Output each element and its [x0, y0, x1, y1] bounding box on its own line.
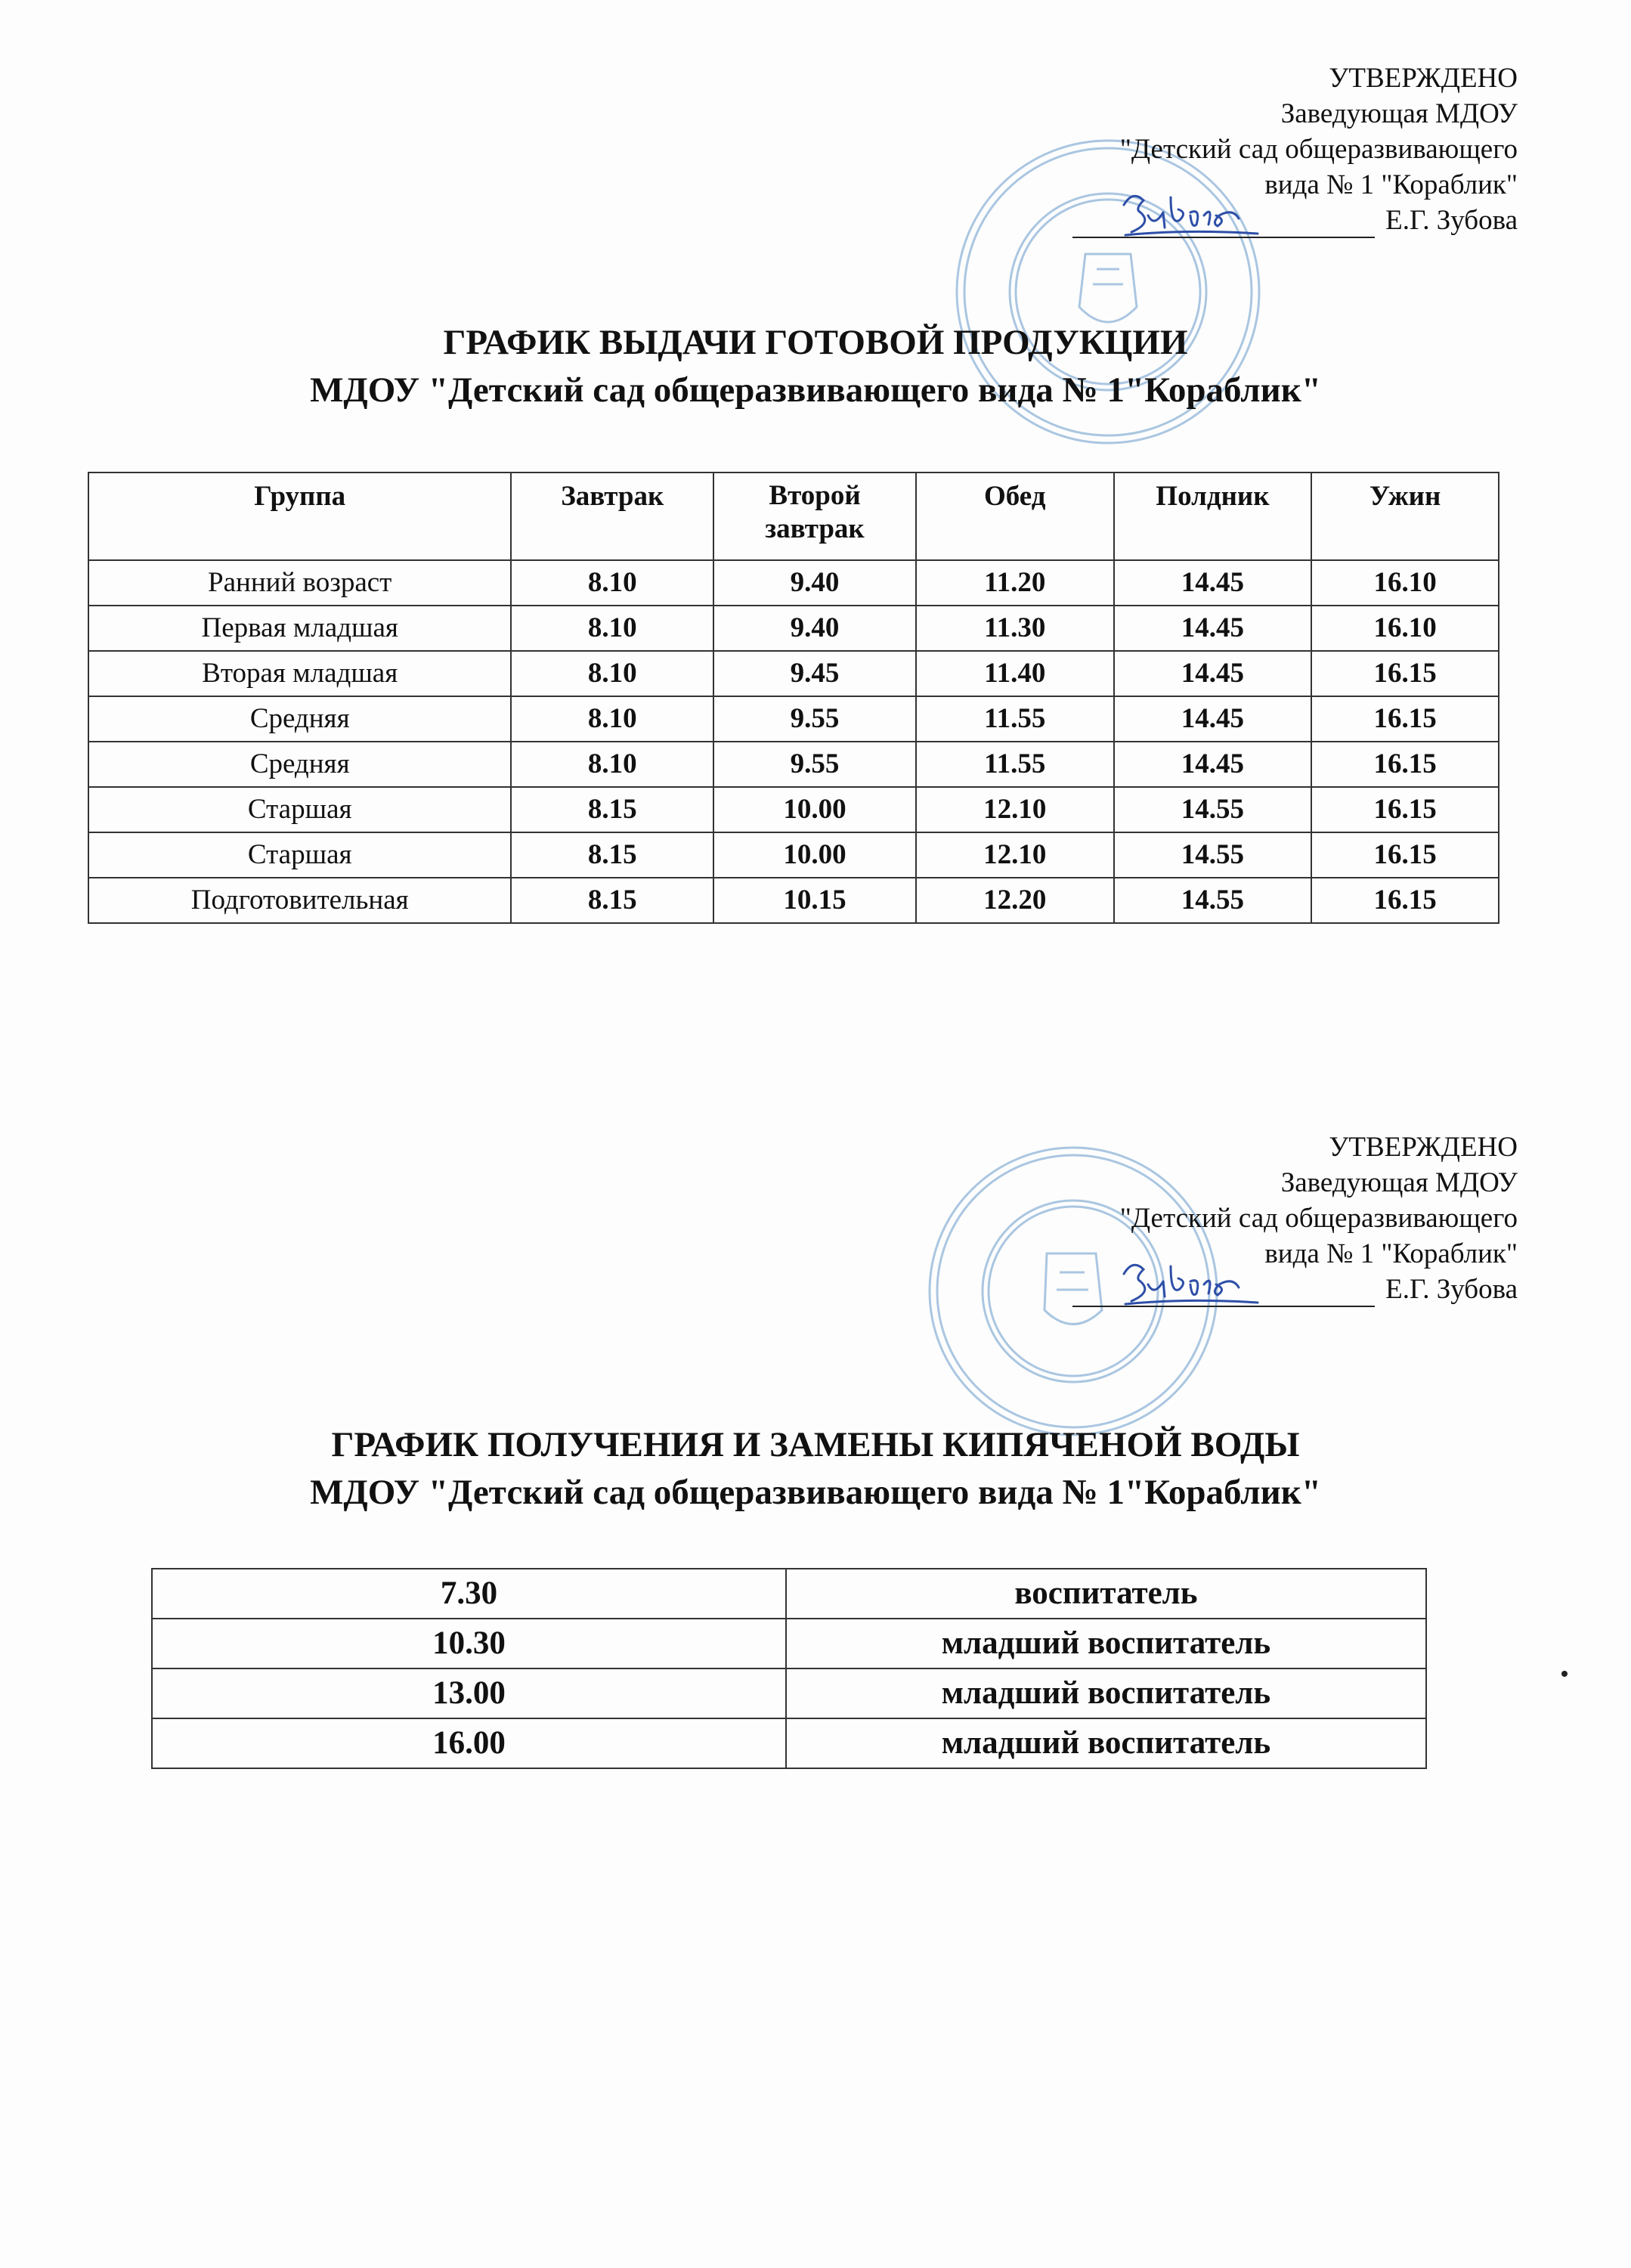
- time-cell: 16.15: [1311, 742, 1499, 787]
- table-row: [88, 651, 1499, 696]
- table-row: [88, 606, 1499, 651]
- approval-name: Е.Г. Зубова: [1385, 1274, 1518, 1305]
- approval-name: Е.Г. Зубова: [1385, 205, 1518, 236]
- schedule-title-line2: МДОУ "Детский сад общеразвивающего вида № 1"Кораблик": [310, 370, 1321, 410]
- group-cell: Первая младшая: [88, 606, 511, 651]
- time-cell: 12.10: [916, 832, 1114, 878]
- time-cell: 7.30: [152, 1569, 786, 1619]
- table-header-row: [88, 472, 1499, 560]
- time-cell: 9.55: [713, 696, 916, 742]
- responsible-cell: младший воспитатель: [786, 1668, 1426, 1718]
- water-schedule-title: [0, 1421, 1631, 1517]
- time-cell: 13.00: [152, 1668, 786, 1718]
- table-row: [88, 832, 1499, 878]
- table-row: [88, 878, 1499, 923]
- table-row: [88, 742, 1499, 787]
- signature-line: [1072, 209, 1375, 238]
- responsible-cell: воспитатель: [786, 1569, 1426, 1619]
- column-header: Группа: [88, 472, 511, 560]
- time-cell: 9.40: [713, 606, 916, 651]
- time-cell: 8.15: [511, 787, 713, 832]
- time-cell: 16.15: [1311, 787, 1499, 832]
- food-distribution-table: [88, 472, 1499, 924]
- time-cell: 14.45: [1114, 742, 1312, 787]
- responsible-cell: младший воспитатель: [786, 1619, 1426, 1668]
- handwritten-signature: [1118, 182, 1261, 243]
- column-header: Ужин: [1311, 472, 1499, 560]
- handwritten-signature: [1118, 1251, 1261, 1312]
- scan-speck: [1561, 1671, 1568, 1677]
- table-row: [152, 1619, 1426, 1668]
- group-cell: Старшая: [88, 832, 511, 878]
- time-cell: 11.55: [916, 742, 1114, 787]
- time-cell: 14.45: [1114, 606, 1312, 651]
- group-cell: Средняя: [88, 742, 511, 787]
- time-cell: 14.55: [1114, 832, 1312, 878]
- time-cell: 16.15: [1311, 651, 1499, 696]
- time-cell: 12.10: [916, 787, 1114, 832]
- time-cell: 8.15: [511, 832, 713, 878]
- group-cell: Подготовительная: [88, 878, 511, 923]
- time-cell: 8.15: [511, 878, 713, 923]
- time-cell: 16.15: [1311, 696, 1499, 742]
- time-cell: 10.00: [713, 787, 916, 832]
- schedule-title-line1: ГРАФИК ВЫДАЧИ ГОТОВОЙ ПРОДУКЦИИ: [443, 323, 1188, 362]
- time-cell: 11.40: [916, 651, 1114, 696]
- approval-org: "Детский сад общеразвивающего: [1119, 134, 1518, 165]
- time-cell: 11.20: [916, 560, 1114, 606]
- approval-heading: УТВЕРЖДЕНО: [1329, 63, 1518, 94]
- table-row: [88, 560, 1499, 606]
- group-cell: Средняя: [88, 696, 511, 742]
- time-cell: 16.10: [1311, 606, 1499, 651]
- table-row: [152, 1569, 1426, 1619]
- approval-org: "Детский сад общеразвивающего: [1119, 1203, 1518, 1234]
- time-cell: 10.30: [152, 1619, 786, 1668]
- water-schedule-title-line2: МДОУ "Детский сад общеразвивающего вида № 1"Кораблик": [310, 1473, 1321, 1512]
- time-cell: 12.20: [916, 878, 1114, 923]
- time-cell: 9.40: [713, 560, 916, 606]
- table-row: [88, 787, 1499, 832]
- time-cell: 9.45: [713, 651, 916, 696]
- time-cell: 8.10: [511, 742, 713, 787]
- approval-position: Заведующая МДОУ: [1280, 98, 1518, 129]
- column-header: Второй завтрак: [713, 472, 916, 560]
- group-cell: Ранний возраст: [88, 560, 511, 606]
- time-cell: 8.10: [511, 606, 713, 651]
- time-cell: 16.15: [1311, 832, 1499, 878]
- approval-block: [1034, 1129, 1518, 1307]
- approval-block: [1034, 60, 1518, 238]
- time-cell: 8.10: [511, 651, 713, 696]
- approval-org-kind: вида № 1 "Кораблик": [1264, 1238, 1518, 1269]
- time-cell: 8.10: [511, 696, 713, 742]
- time-cell: 10.15: [713, 878, 916, 923]
- time-cell: 10.00: [713, 832, 916, 878]
- time-cell: 11.30: [916, 606, 1114, 651]
- responsible-cell: младший воспитатель: [786, 1718, 1426, 1768]
- column-header: Полдник: [1114, 472, 1312, 560]
- time-cell: 14.55: [1114, 787, 1312, 832]
- approval-position: Заведующая МДОУ: [1280, 1167, 1518, 1198]
- column-header: Завтрак: [511, 472, 713, 560]
- time-cell: 14.45: [1114, 651, 1312, 696]
- time-cell: 9.55: [713, 742, 916, 787]
- time-cell: 14.55: [1114, 878, 1312, 923]
- time-cell: 14.45: [1114, 560, 1312, 606]
- water-schedule-title-line1: ГРАФИК ПОЛУЧЕНИЯ И ЗАМЕНЫ КИПЯЧЕНОЙ ВОДЫ: [331, 1425, 1300, 1464]
- time-cell: 8.10: [511, 560, 713, 606]
- time-cell: 16.00: [152, 1718, 786, 1768]
- table-row: [152, 1668, 1426, 1718]
- approval-heading: УТВЕРЖДЕНО: [1329, 1132, 1518, 1163]
- time-cell: 14.45: [1114, 696, 1312, 742]
- approval-org-kind: вида № 1 "Кораблик": [1264, 169, 1518, 200]
- schedule-title: [0, 319, 1631, 414]
- table-row: [152, 1718, 1426, 1768]
- time-cell: 16.10: [1311, 560, 1499, 606]
- water-schedule-table: [151, 1568, 1427, 1769]
- table-row: [88, 696, 1499, 742]
- column-header: Обед: [916, 472, 1114, 560]
- group-cell: Вторая младшая: [88, 651, 511, 696]
- signature-line: [1072, 1278, 1375, 1307]
- time-cell: 11.55: [916, 696, 1114, 742]
- group-cell: Старшая: [88, 787, 511, 832]
- time-cell: 16.15: [1311, 878, 1499, 923]
